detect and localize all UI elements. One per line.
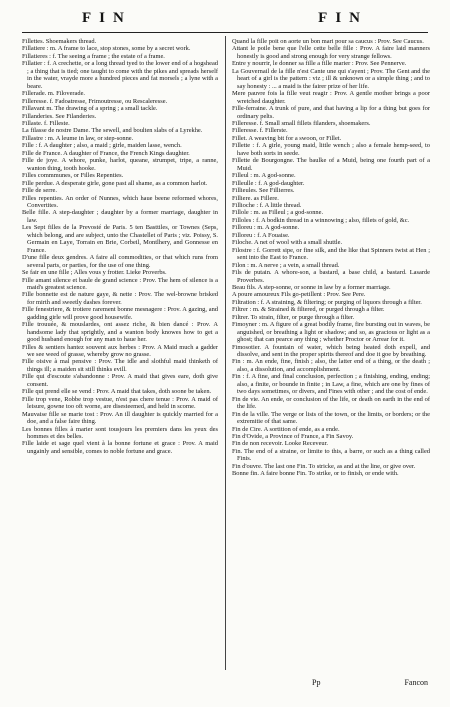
dictionary-entry: Fille : f. A daughter ; also, a maid ; girle, maiden lasse, wench.: [22, 142, 182, 150]
right-column: [232, 38, 430, 668]
dictionary-entry: Entre y nourrir, le donner sa fille a fille marier : Prov. See Pennerve.: [232, 60, 407, 68]
dictionary-entry: Filles commmunes, or Filles Repenties.: [22, 172, 124, 180]
dictionary-entry: Fille bonnette est de nature gaye, & nette : Prov. The wel-browne brisked for mirth and sweetly dashes forever.: [22, 291, 218, 306]
dictionary-entry: Filleresse. f. Fillerste.: [232, 127, 288, 135]
dictionary-entry: Fillole : m. as Filleul ; a god-sonne.: [232, 209, 324, 217]
dictionary-entry: Fillet. A weaving bit for a swoon, or Fillet.: [232, 134, 342, 142]
dictionary-entry: Fille trouuée, & mouslardes, ont assez riche, & bien dancé : Prov. A handsome lady that sprightly, and a wanton body knowes how to get a good husband enough for any man to haue her.: [22, 321, 218, 344]
dictionary-entry: Fille fenestriere, & trotiere rarement bonne mesnagere : Prov. A gazing, and gadding girle will prove good housewife.: [22, 306, 218, 321]
dictionary-entry: Fimoyner : m. A figure of a great bodily frame, fire bursting out in waves, be anguished, or breathing a light or shadow; and so, as gracious or light as a ghost; that can pearce any thing ; whether Proctor or Arrear for it.: [232, 321, 430, 344]
dictionary-entry: Fillaste. f. Filleste.: [22, 119, 70, 127]
dictionary-entry: Fillerade. m. Filoverade.: [22, 90, 86, 98]
dictionary-entry: Fin de la ville. The verge or lists of the town, or the limits, or borders; or the extremitie of that same.: [232, 410, 430, 426]
dictionary-entry: Fillieules. See Fillierres.: [232, 187, 295, 195]
dictionary-entry: Fille laide et sage quel vient à la bonne fortune et grace : Prov. A maid ungainly and sensible, comes to noble fortune and grace.: [22, 440, 218, 455]
dictionary-entry: Fillatieres : f. The seeing a frame ; the estate of a frame.: [22, 52, 165, 60]
dictionary-entry: Fillettes. Shoemakers thread.: [22, 38, 97, 45]
dictionary-entry: Mauvaise fille se marie tost : Prov. An ill daughter is quickly married for a doe, and a false faire thing.: [22, 410, 218, 426]
dictionary-entry: Filles & sentiers hantez souvent aux herbes : Prov. A Maid much a gadder we see weed of grasse, whereby grow no grasse.: [22, 343, 218, 359]
dictionary-entry: Fillette : f. A girle, young maid, little wench ; also a female hemp-seed, to have both sorts in seede.: [232, 142, 430, 157]
dictionary-entry: Fin d'Ovide, a Province of France, a Fin Savoy.: [232, 433, 354, 441]
dictionary-entry: Filostre : f. Gorrett sipe, or fine silk, and the like that Spinners twist at Hen ; sent into the East to France.: [232, 246, 430, 262]
dictionary-entry: Mere pauvre fois la fille veut reagir : Prov. A gentle mother brings a poor wretched daughter.: [232, 90, 430, 105]
dictionary-entry: Filleulle : f. A god-daughter.: [232, 179, 305, 187]
dictionary-entry: Fille oisive à mal pensive : Prov. The idle and slothful maid thinketh of things ill; a maiden sit still thinks evill.: [22, 358, 218, 373]
dictionary-entry: Fillatiere : m. A frame to lace, stop stones, some by a secret work.: [22, 45, 191, 53]
dictionary-entry: Quand la fille poit on aorte un bon mari pour sa caucus : Prov. See Caucus.: [232, 38, 424, 45]
dictionary-entry: Filtration : f. A straining, & filtering; or purging of liquors through a filter.: [232, 298, 422, 306]
dictionary-entry: Filloreu : f. A Fouaise.: [232, 231, 290, 239]
running-head-left: FIN: [82, 9, 132, 26]
dictionary-entry: Fillastre : m. A leume in law, or step-sonne.: [22, 134, 134, 142]
dictionary-entry: Filliere. as Fillere.: [232, 194, 279, 202]
dictionary-entry: Fin de vie. An ende, or conclusion of the life, or death on earth in the end of the life.: [232, 395, 430, 411]
dictionary-entry: D'une fille deux gendres. A faire all commodities, or that which runs from several parts, or parties, for the use of one thing.: [22, 254, 218, 269]
dictionary-entry: Les bonnes filles à marier sont tousjours les premiers dans les yeux des hommes et des belles.: [22, 425, 218, 441]
dictionary-entry: Fin de non recevoir. Looke Receveur.: [232, 440, 329, 448]
dictionary-entry: Fin. The end of a straine, or limite to this, a barre, or such as a thing called Finis.: [232, 447, 430, 463]
dictionary-entry: Fin : f. A fine, and final conclusion, perfection ; a finishing, ending, ending; also, a finite, or bounde in finite ; in Law, a fine, which are one by fines of two days sometimes, or divers, and Fines with other ; and the cost of ende.: [232, 373, 430, 396]
header-rule: [22, 32, 428, 33]
dictionary-entry: Fimosotier. A fountain of water, which being heated doth expell, and dissolve, and sent in the proper spirits thereof and doe it goe by breathing.: [232, 343, 430, 359]
left-column: [22, 38, 218, 668]
dictionary-entry: Fille de joye. A whore, punke, harlot, queane, strumpet, tripe, a ranne, wanton thing, tooth hooke.: [22, 157, 218, 172]
dictionary-entry: Attant le poile bene que l'elle cette belle fille : Prov. A faire laid manners honestly is good and strong enough for very strange fellows.: [232, 45, 430, 60]
dictionary-entry: Fille qui d'escoute s'abandonne : Prov. A maid that gives eare, doth give consent.: [22, 373, 218, 388]
dictionary-entry: Fille amant silence et baule de grand science : Prov. The hem of silence is a maid's greatest science.: [22, 276, 218, 291]
dictionary-entry: Se fair en une fille ; Alles vous y frotter. Lieke Proverbs.: [22, 269, 167, 277]
dictionary-entry: Les Sept filles de la Prevosté de Paris. 5 ten Basttiles, or Townes (Seps, which belong, and are subject, unto the Chastellet of Paris ; viz. Poissy, S. Germain en Laye, Torrain en Brie, Corbeil, Montlhery, and Gonnesse en France.: [22, 224, 218, 254]
dictionary-entry: Filleresse. f. Fadoatresse, Frimoutresse, ou Rescaleresse.: [22, 97, 168, 105]
dictionary-entry: Fin de Cire. A sortition of ende, as a ende.: [232, 425, 340, 433]
dictionary-entry: Fillette de Bourgongne. The baulke of a Muid, being one fourth part of a Muid.: [232, 157, 430, 172]
dictionary-entry: Filleresse. f. Small small fillets filanders, shoemakers.: [232, 119, 371, 127]
dictionary-entry: Filon : m. A nerve ; a vein, a small thread.: [232, 261, 340, 269]
dictionary-entry: Filtrer : m. & Strained & filtered, or purged through a filter.: [232, 306, 385, 314]
dictionary-entry: La Gouvernail de la fille n'est Cante une qui s'ayent ; Prov. The Gent and the heart of a girl is the pattern : viz ; ill & unknown or a simple thing ; and to say honesty : ... a maid is the fairer prize of her life.: [232, 67, 430, 90]
dictionary-entry: Fille de France. A daughter of France, the French Kings daughter.: [22, 149, 190, 157]
dictionary-entry: La filasse de nostre Dame. The sewell, and boulten slabs of a Lyrekhe.: [22, 127, 203, 135]
dictionary-entry: Fille qui prend elle se vend : Prov. A maid that takes, doth soone be taken.: [22, 388, 212, 396]
running-head: [22, 6, 428, 30]
dictionary-entry: Belle fille. A step-daughter ; daughter by a former marriage, daughter in law.: [22, 209, 218, 224]
dictionary-entry: Fillavant m. The drawing of a spring ; a small tackle.: [22, 105, 158, 113]
dictionary-entry: Filoche. A net of wool with a small shuttle.: [232, 239, 343, 247]
running-head-right: FIN: [318, 9, 368, 26]
dictionary-entry: Beau fils. A step-sonne, or sonne in law by a former marriage.: [232, 283, 391, 291]
column-divider: [225, 36, 226, 670]
dictionary-entry: Filleul : m. A god-sonne.: [232, 172, 296, 180]
catchword: Fancon: [404, 678, 428, 687]
page-footer: [22, 678, 428, 690]
dictionary-entry: Bonne fin. A faire bonne Fin. To strike, or to finish, or ende with.: [232, 470, 399, 478]
dictionary-entry: Fille de serre.: [22, 187, 57, 195]
dictionary-entry: Filtrer. To strain, filter, or purge through a filter.: [232, 313, 355, 321]
dictionary-entry: Fin d'ouvre. The last one Fin. To stricke, as and at the line, or give over.: [232, 462, 416, 470]
dictionary-entry: Fillatier : f. A crechette, or a long thread tyed to the lower end of a hogshead ; a thing that is tied; one taught to come with the pikes and spreads herself in the water, vrayde more a hundred pieces and fat morsels ; a lyne with a beare.: [22, 60, 218, 90]
dictionary-entry: Fin : m. An ende, fine, finish ; also, the latter end of a thing, or the death ; also, a dissolution, and accomplishment.: [232, 358, 430, 373]
dictionary-entry: Filles repenties. An order of Nunnes, which haue beene reformed whores, Convertites.: [22, 194, 218, 209]
dictionary-entry: Filloreu : m. A god-sonne.: [232, 224, 300, 232]
dictionary-entry: Fils de putain. A whore-son, a bastard, a base child, a bastard. Lasarde Proverbes.: [232, 269, 430, 284]
dictionary-entry: Fillioche : f. A little thread.: [232, 201, 302, 209]
dictionary-entry: Fillanderies. See Filanderies.: [22, 112, 97, 120]
dictionary-entry: Fille perdue. A desperate girle, gone past all shame, as a common harlot.: [22, 179, 208, 187]
dictionary-entry: A poure amoureux Fils go-petillent : Prov. See Pere.: [232, 291, 366, 299]
dictionary-entry: Filloles : f. A bodkin thread in a winnowing ; also, fillets of gold, &c.: [232, 216, 410, 224]
signature-mark: Pp: [312, 678, 321, 687]
dictionary-entry: Fille-ferraine. A trunk of pure, and that having a lip for a thing but goes for ordinary pelts.: [232, 105, 430, 120]
dictionary-entry: Fille trop vene, Robbe trop vestue, n'est pas chere tenue : Prov. A maid of leisure, gowne too oft worne, are disesteemed, and held in scorne.: [22, 395, 218, 411]
